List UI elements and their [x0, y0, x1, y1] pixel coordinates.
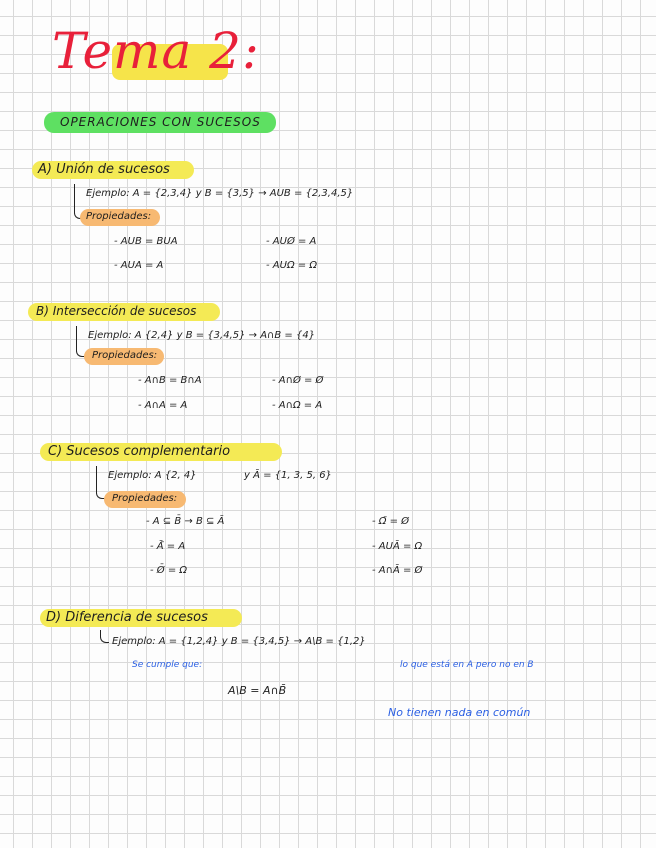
section-c-example-right: y Ā = {1, 3, 5, 6} — [244, 470, 332, 481]
section-header: OPERACIONES CON SUCESOS — [60, 115, 261, 129]
section-a-example: Ejemplo: A = {2,3,4} y B = {3,5} → AUB = {2,3,4,5} — [86, 188, 354, 199]
section-a-prop-4: - AUΩ = Ω — [266, 260, 317, 271]
section-d-bracket — [100, 630, 109, 643]
section-b-example: Ejemplo: A {2,4} y B = {3,4,5} → A∩B = {4} — [88, 330, 316, 341]
section-c-bracket — [96, 466, 105, 499]
section-c-prop-2: - Ω̄ = Ø — [372, 516, 410, 527]
section-d-note-left: Se cumple que: — [132, 660, 203, 670]
section-b-props-label: Propiedades: — [92, 350, 158, 361]
section-d-note-bottom: No tienen nada en común — [388, 706, 531, 719]
section-c-prop-3: - Ā̄ = A — [150, 541, 186, 552]
section-a-prop-1: - AUB = BUA — [114, 236, 178, 247]
section-a-prop-2: - AUØ = A — [266, 236, 317, 247]
section-c-title: C) Sucesos complementario — [48, 444, 231, 459]
section-d-note-right: lo que está en A pero no en B — [400, 660, 534, 670]
section-c-prop-5: - Ø̄ = Ω — [150, 565, 188, 576]
section-a-title: A) Unión de sucesos — [38, 162, 170, 177]
section-b-prop-2: - A∩Ø = Ø — [272, 375, 324, 386]
section-c-props-label: Propiedades: — [112, 493, 178, 504]
section-b-prop-1: - A∩B = B∩A — [138, 375, 202, 386]
section-c-prop-6: - A∩Ā = Ø — [372, 565, 423, 576]
section-b-prop-3: - A∩A = A — [138, 400, 188, 411]
section-c-example-left: Ejemplo: A {2, 4} — [108, 470, 197, 481]
section-d-formula: A\B = A∩B̄ — [228, 684, 287, 697]
page-title: Tema 2: — [52, 22, 260, 80]
section-b-title: B) Intersección de sucesos — [36, 304, 197, 318]
section-c-prop-1: - A ⊆ B̄ → B ⊆ Ā — [146, 516, 225, 527]
section-c-prop-4: - AUĀ = Ω — [372, 541, 423, 552]
section-a-prop-3: - AUA = A — [114, 260, 164, 271]
section-d-title: D) Diferencia de sucesos — [46, 610, 208, 625]
section-d-example: Ejemplo: A = {1,2,4} y B = {3,4,5} → A\B = {1,2} — [112, 636, 366, 647]
section-b-prop-4: - A∩Ω = A — [272, 400, 323, 411]
section-a-props-label: Propiedades: — [86, 211, 152, 222]
